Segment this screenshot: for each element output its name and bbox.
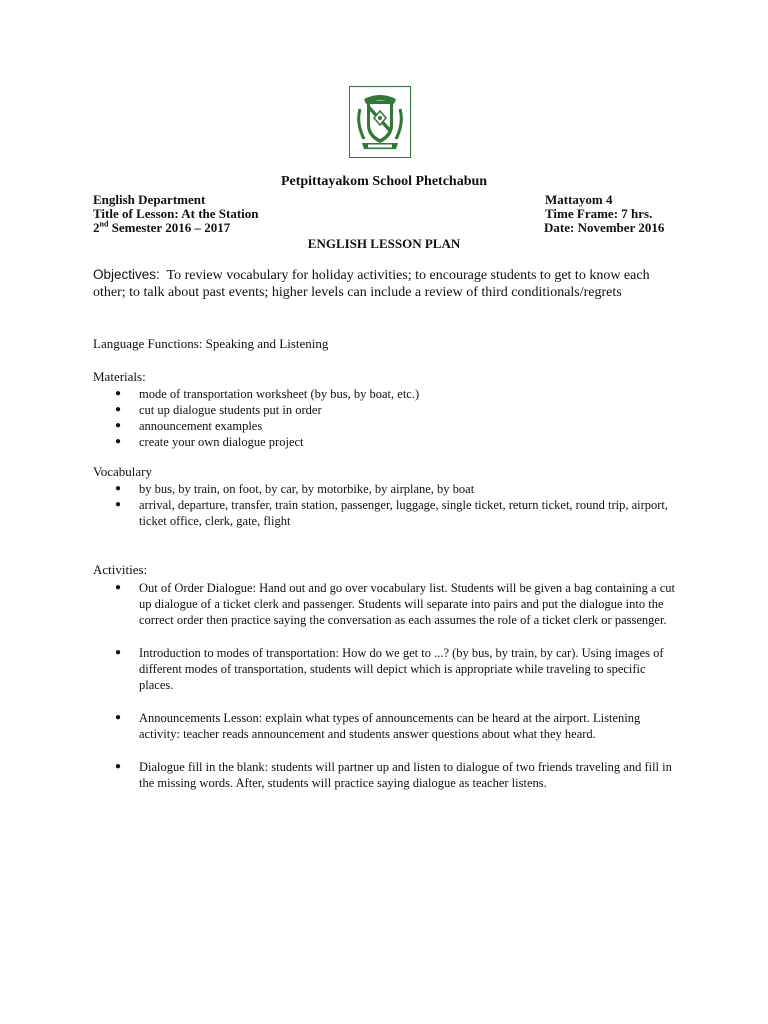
bullet-icon: ● [115,420,122,431]
list-item [93,645,683,693]
school-name: Petpittayakom School Phetchabun [280,174,488,189]
list-item-text: Out of Order Dialogue: Hand out and go over vocabulary list. Students will be given a bag containing a cut up dialogue of a ticket clerk and passenger. Students will separate into pairs and put the dialogue into the correct order then practice saying the conversation as each assumes the role of a ticket clerk or passenger. [139,581,675,627]
list-item-text: arrival, departure, transfer, train station, passenger, luggage, single ticket, return ticket, round trip, airport, ticket office, clerk, gate, flight [139,498,669,528]
list-item-text: mode of transportation worksheet (by bus, by boat, etc.) [139,387,420,401]
lesson-title: Title of Lesson: At the Station [93,206,259,221]
list-item-text: announcement examples [139,419,263,433]
list-item [93,386,683,402]
department: English Department [93,192,206,207]
bullet-icon: ● [115,404,122,415]
materials-list [93,386,683,450]
list-item-text: cut up dialogue students put in order [139,403,322,417]
bullet-icon: ● [115,712,122,723]
materials-heading: Materials: [93,369,146,384]
list-item [93,580,683,628]
bullet-icon: ● [115,436,122,447]
bullet-icon: ● [115,761,122,772]
vocabulary-list [93,481,683,529]
bullet-icon: ● [115,647,122,658]
language-functions: Language Functions: Speaking and Listening [93,336,329,351]
bullet-icon: ● [115,483,122,494]
list-item [93,402,683,418]
objectives-label: Objectives: [93,267,160,282]
time-frame: Time Frame: 7 hrs. [545,206,653,221]
bullet-icon: ● [115,582,122,593]
grade: Mattayom 4 [545,192,613,207]
list-item [93,759,683,791]
header-row-3 [93,220,675,236]
list-item [93,418,683,434]
list-item [93,434,683,450]
activities-list [93,580,683,808]
objectives-paragraph [93,266,683,301]
crest-icon [350,87,410,157]
semester [93,220,230,236]
vocabulary-heading: Vocabulary [93,464,152,479]
list-item-text: Introduction to modes of transportation: How do we get to ...? (by bus, by train, by car). Using images of different modes of transportation, students will depict which is appropriate while traveling to specific places. [139,646,664,692]
plan-title: ENGLISH LESSON PLAN [307,236,461,251]
semester-ordinal-suffix: nd [99,219,109,229]
list-item-text: Announcements Lesson: explain what types of announcements can be heard at the airport. Listening activity: teacher reads announcement and students answer questions about what they heard. [139,711,641,741]
semester-years: Semester 2016 – 2017 [108,220,231,235]
list-item-text: Dialogue fill in the blank: students will partner up and listen to dialogue of two friends traveling and fill in the missing words. After, students will practice saying dialogue as teacher listens. [139,760,672,790]
list-item [93,481,683,497]
list-item-text: create your own dialogue project [139,435,304,449]
date: Date: November 2016 [544,220,665,235]
school-crest-logo [349,86,411,158]
objectives-text: To review vocabulary for holiday activities; to encourage students to get to know each other; to talk about past events; higher levels can include a review of third conditionals/regrets [93,268,650,300]
bullet-icon: ● [115,388,122,399]
list-item [93,497,683,529]
semester-ordinal: 2 [93,220,100,235]
list-item-text: by bus, by train, on foot, by car, by motorbike, by airplane, by boat [139,482,475,496]
activities-heading: Activities: [93,562,148,577]
bullet-icon: ● [115,499,122,510]
list-item [93,710,683,742]
